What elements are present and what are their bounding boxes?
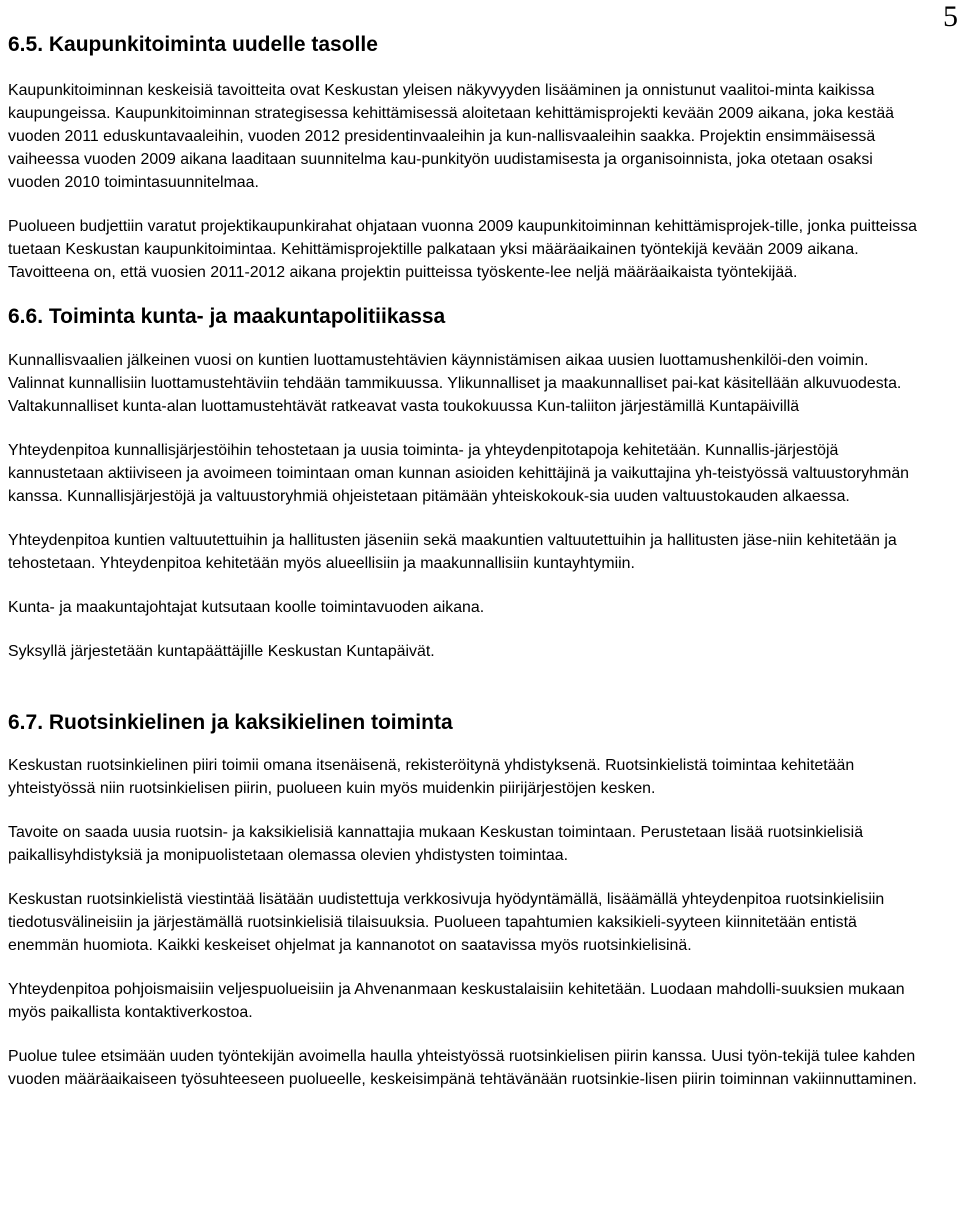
paragraph: Puolueen budjettiin varatut projektikaupunkirahat ohjataan vuonna 2009 kaupunkitoiminnan kehittämisprojek-tille, jonka puitteissa tuetaan Keskustan kaupunkitoimintaa. Kehittämisprojektille palkataan yksi määräaikainen työntekijä kevään 2009 aikana. Tavoitteena on, että vuosien 2011-2012 aikana projektin puitteissa työskente-lee neljä määräaikaista työntekijää. <box>8 218 917 281</box>
paragraph: Kaupunkitoiminnan keskeisiä tavoitteita ovat Keskustan yleisen näkyvyyden lisääminen ja onnistunut vaalitoi-minta kaikissa kaupungeissa. Kaupunkitoiminnan strategisessa kehittämisessä aloitetaan kehittämisprojekti kevään 2009 aikana, joka kestää vuoden 2011 eduskuntavaaleihin, vuoden 2012 presidentinvaaleihin ja kun-nallisvaaleihin saakka. Projektin ensimmäisessä vaiheessa vuoden 2009 aikana laaditaan suunnitelma kau-punkityön uudistamisesta ja organisoinnista, joka otetaan osaksi vuoden 2010 toimintasuunnitelmaa. <box>8 82 894 191</box>
document-body <box>8 30 926 1091</box>
paragraph: Tavoite on saada uusia ruotsin- ja kaksikielisiä kannattajia mukaan Keskustan toimintaan. Perustetaan lisää ruotsinkielisiä paikallisyhdistyksiä ja monipuolistetaan olemassa olevien yhdistysten toimintaa. <box>8 824 864 864</box>
paragraph: Syksyllä järjestetään kuntapäättäjille Keskustan Kuntapäivät. <box>8 643 435 660</box>
paragraph: Keskustan ruotsinkielistä viestintää lisätään uudistettuja verkkosivuja hyödyntämällä, lisäämällä yhteydenpitoa ruotsinkielisiin tiedotusvälineisiin ja järjestämällä ruotsinkielisiä tilaisuuksia. Puolueen tapahtumien kaksikieli-syyteen kiinnitetään entistä enemmän huomiota. Kaikki keskeiset ohjelmat ja kannanotot on saatavissa myös ruotsinkielisinä. <box>8 891 885 954</box>
section-heading-6-5: 6.5. Kaupunkitoiminta uudelle tasolle <box>8 33 378 56</box>
paragraph: Kunnallisvaalien jälkeinen vuosi on kuntien luottamustehtävien käynnistämisen aikaa uusien luottamushenkilöi-den voimin. Valinnat kunnallisiin luottamustehtäviin tehdään tammikuussa. Ylikunnalliset ja maakunnalliset pai-kat käsitellään alkuvuodesta. Valtakunnalliset kunta-alan luottamustehtävät ratkeavat vasta toukokuussa Kun-taliiton järjestämillä Kuntapäivillä <box>8 352 902 415</box>
paragraph: Yhteydenpitoa kunnallisjärjestöihin tehostetaan ja uusia toiminta- ja yhteydenpitotapoja kehitetään. Kunnallis-järjestöjä kannustetaan aktiiviseen ja avoimeen toimintaan oman kunnan asioiden kehittäjinä ja vaikuttajina yh-teistyössä valtuustoryhmän kanssa. Kunnallisjärjestöjä ja valtuustoryhmiä ohjeistetaan pitämään yhteiskokouk-sia uuden valtuustokauden alkaessa. <box>8 442 909 505</box>
paragraph: Yhteydenpitoa kuntien valtuutettuihin ja hallitusten jäseniin sekä maakuntien valtuutettuihin ja hallitusten jäse-niin kehitetään ja tehostetaan. Yhteydenpitoa kehitetään myös alueellisiin ja maakunnallisiin kuntayhtymiin. <box>8 532 897 572</box>
paragraph: Yhteydenpitoa pohjoismaisiin veljespuolueisiin ja Ahvenanmaan keskustalaisiin kehitetään. Luodaan mahdolli-suuksien mukaan myös paikallista kontaktiverkostoa. <box>8 981 905 1021</box>
paragraph: Keskustan ruotsinkielinen piiri toimii omana itsenäisenä, rekisteröitynä yhdistyksenä. Ruotsinkielistä toimintaa kehitetään yhteistyössä niin ruotsinkielisen piirin, puolueen kuin myös muidenkin piirijärjestöjen kesken. <box>8 757 855 797</box>
section-heading-6-7: 6.7. Ruotsinkielinen ja kaksikielinen toiminta <box>8 711 453 734</box>
page-number: 5 <box>943 0 958 33</box>
paragraph: Kunta- ja maakuntajohtajat kutsutaan koolle toimintavuoden aikana. <box>8 599 485 616</box>
paragraph: Puolue tulee etsimään uuden työntekijän avoimella haulla yhteistyössä ruotsinkielisen piirin kanssa. Uusi työn-tekijä tulee kahden vuoden määräaikaiseen työsuhteeseen puolueelle, keskeisimpänä tehtävänään ruotsinkie-lisen piirin toiminnan vakiinnuttaminen. <box>8 1048 917 1088</box>
section-heading-6-6: 6.6. Toiminta kunta- ja maakuntapolitiikassa <box>8 305 446 328</box>
